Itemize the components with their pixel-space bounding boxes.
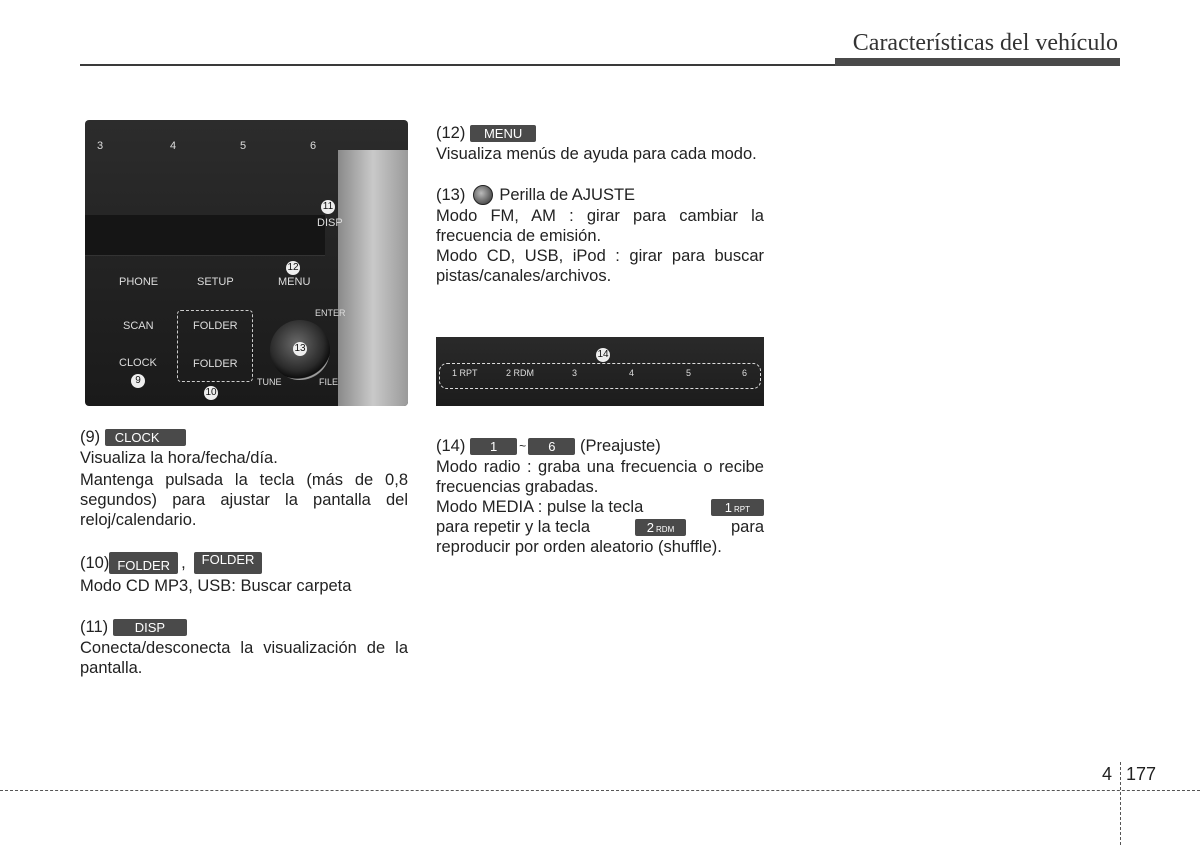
left-column: (9) CLOCK Visualiza la hora/fecha/día. Mantenga pulsada la tecla (más de 0,8 segundos) para ajustar la pantalla del reloj/calendario. (10) FOLDER , FOLDER Modo CD MP3, USB: Buscar carpeta (11) DISP Conecta/desconecta la visualización de la pantalla. — [80, 428, 408, 677]
file-label: FILE — [319, 377, 339, 387]
preset-seg: 3 — [572, 368, 578, 378]
phone-button-label: PHONE — [119, 276, 159, 288]
footer-rule — [0, 790, 1200, 791]
header-title: Características del vehículo — [852, 30, 1118, 56]
preset-seg: 4 — [629, 368, 635, 378]
section-9-heading: (9) CLOCK — [80, 426, 408, 448]
chapter-number: 4 — [1102, 764, 1113, 784]
preset-outline — [439, 363, 761, 389]
preset-6-key: 6 — [528, 438, 575, 455]
callout-14: 14 — [597, 349, 609, 360]
menu-key: MENU — [470, 125, 536, 142]
setup-button-label: SETUP — [197, 276, 234, 288]
console-trim — [338, 150, 408, 406]
disp-button-label: DISP — [317, 217, 343, 229]
section-13-heading: (13) Perilla de AJUSTE — [436, 186, 636, 204]
section-12-heading: (12) MENU — [436, 122, 764, 144]
audio-console-photo — [85, 120, 408, 406]
callout-9: 9 — [131, 374, 145, 388]
right-column-bottom: (14) 1 ~ 6 (Preajuste) Modo radio : graba una frecuencia o recibe frecuencias grabadas. Modo MEDIA : pulse la tecla 1 RPT para repetir y la tecla 2 RDM para reproducir por orden aleatorio (shuffle). — [436, 437, 764, 556]
callout-12: 12 — [287, 262, 299, 273]
section-10-heading: (10) FOLDER , FOLDER — [80, 550, 408, 576]
rpt-key: 1 RPT — [711, 499, 764, 516]
right-column-top: (12) MENU Visualiza menús de ayuda para cada modo. (13) Perilla de AJUSTE Modo FM, AM : girar para cambiar la frecuencia de emisión. Modo CD, USB, iPod : girar para buscar pistas/canales/archivos. — [436, 124, 764, 285]
folder-up-key: FOLDER — [109, 552, 178, 574]
preset-label: 4 — [170, 140, 177, 152]
preset-seg: 1 RPT — [452, 368, 478, 378]
media-line-2: para repetir y la tecla 2 RDM para — [436, 518, 764, 536]
page-number: 177 — [1126, 764, 1157, 784]
menu-button-label: MENU — [278, 276, 311, 288]
clock-button-label: CLOCK — [119, 357, 157, 369]
folder-up-label: FOLDER — [193, 320, 238, 332]
preset-label: 5 — [240, 140, 247, 152]
cd-slot — [85, 215, 325, 256]
scan-button-label: SCAN — [123, 320, 154, 332]
callout-11: 11 — [322, 201, 334, 212]
preset-label: 3 — [97, 140, 104, 152]
media-line-1: Modo MEDIA : pulse la tecla 1 RPT — [436, 497, 764, 517]
preset-1-key: 1 — [470, 438, 517, 455]
enter-label: ENTER — [315, 308, 346, 318]
clock-key: CLOCK — [105, 429, 186, 446]
footer-divider — [1120, 762, 1121, 845]
callout-10: 10 — [205, 387, 217, 398]
preset-seg: 2 RDM — [506, 368, 535, 378]
rdm-key: 2 RDM — [635, 519, 686, 536]
section-14-heading: (14) 1 ~ 6 (Preajuste) — [436, 437, 661, 455]
preset-strip-photo — [436, 337, 764, 406]
preset-label: 6 — [310, 140, 317, 152]
folder-down-key: FOLDER — [194, 552, 263, 574]
section-11-heading: (11) DISP — [80, 616, 408, 638]
preset-seg: 5 — [686, 368, 692, 378]
callout-13: 13 — [294, 343, 306, 354]
disp-key: DISP — [113, 619, 187, 636]
preset-seg: 6 — [742, 368, 748, 378]
tune-knob-icon — [473, 185, 493, 205]
header-rule-accent — [835, 58, 1120, 66]
folder-down-label: FOLDER — [193, 358, 238, 370]
tune-label: TUNE — [257, 377, 282, 387]
